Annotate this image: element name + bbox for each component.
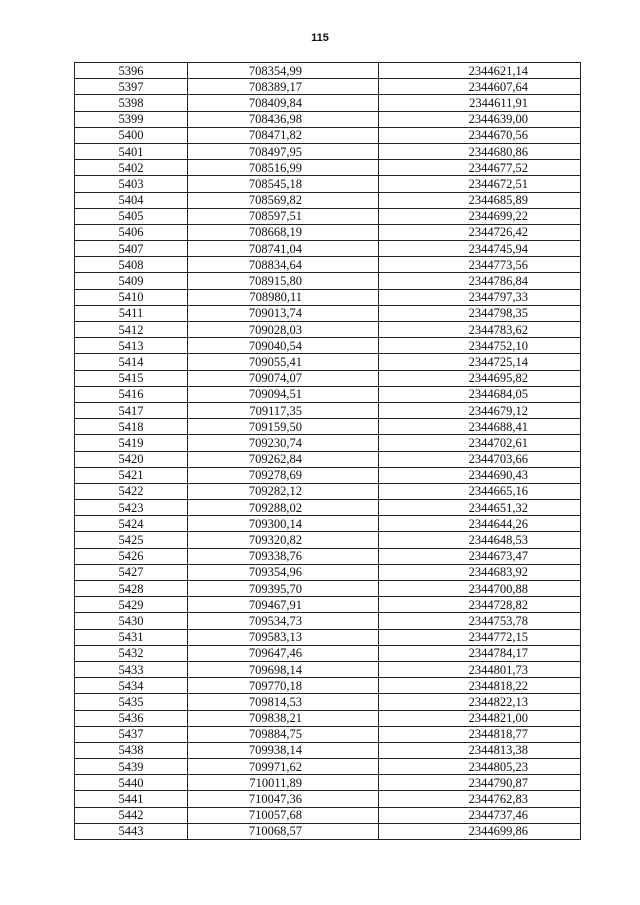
y-coordinate-cell: 2344607,64 bbox=[379, 79, 581, 95]
point-number-cell: 5442 bbox=[75, 807, 188, 823]
y-coordinate-cell: 2344801,73 bbox=[379, 661, 581, 677]
point-number-cell: 5398 bbox=[75, 95, 188, 111]
table-row bbox=[75, 176, 581, 192]
x-coordinate-cell: 709838,21 bbox=[188, 710, 379, 726]
table-row bbox=[75, 63, 581, 79]
point-number-cell: 5431 bbox=[75, 629, 188, 645]
point-number-cell: 5438 bbox=[75, 742, 188, 758]
point-number-cell: 5439 bbox=[75, 759, 188, 775]
point-number-cell: 5412 bbox=[75, 322, 188, 338]
table-row bbox=[75, 192, 581, 208]
x-coordinate-cell: 708915,80 bbox=[188, 273, 379, 289]
y-coordinate-cell: 2344728,82 bbox=[379, 597, 581, 613]
x-coordinate-cell: 709074,07 bbox=[188, 370, 379, 386]
x-coordinate-cell: 709288,02 bbox=[188, 500, 379, 516]
table-row bbox=[75, 597, 581, 613]
y-coordinate-cell: 2344703,66 bbox=[379, 451, 581, 467]
table-row bbox=[75, 710, 581, 726]
x-coordinate-cell: 709159,50 bbox=[188, 419, 379, 435]
table-row bbox=[75, 791, 581, 807]
table-row bbox=[75, 694, 581, 710]
y-coordinate-cell: 2344639,00 bbox=[379, 111, 581, 127]
y-coordinate-cell: 2344753,78 bbox=[379, 613, 581, 629]
y-coordinate-cell: 2344702,61 bbox=[379, 435, 581, 451]
y-coordinate-cell: 2344648,53 bbox=[379, 532, 581, 548]
x-coordinate-cell: 709094,51 bbox=[188, 386, 379, 402]
table-row bbox=[75, 273, 581, 289]
x-coordinate-cell: 708834,64 bbox=[188, 257, 379, 273]
y-coordinate-cell: 2344752,10 bbox=[379, 338, 581, 354]
table-row bbox=[75, 160, 581, 176]
x-coordinate-cell: 708569,82 bbox=[188, 192, 379, 208]
y-coordinate-cell: 2344685,89 bbox=[379, 192, 581, 208]
x-coordinate-cell: 709300,14 bbox=[188, 516, 379, 532]
point-number-cell: 5414 bbox=[75, 354, 188, 370]
point-number-cell: 5421 bbox=[75, 467, 188, 483]
table-row bbox=[75, 305, 581, 321]
y-coordinate-cell: 2344737,46 bbox=[379, 807, 581, 823]
table-row bbox=[75, 224, 581, 240]
point-number-cell: 5417 bbox=[75, 402, 188, 418]
y-coordinate-cell: 2344700,88 bbox=[379, 581, 581, 597]
y-coordinate-cell: 2344813,38 bbox=[379, 742, 581, 758]
point-number-cell: 5437 bbox=[75, 726, 188, 742]
point-number-cell: 5404 bbox=[75, 192, 188, 208]
x-coordinate-cell: 709262,84 bbox=[188, 451, 379, 467]
point-number-cell: 5396 bbox=[75, 63, 188, 79]
x-coordinate-cell: 709884,75 bbox=[188, 726, 379, 742]
table-row bbox=[75, 257, 581, 273]
x-coordinate-cell: 709028,03 bbox=[188, 322, 379, 338]
point-number-cell: 5407 bbox=[75, 241, 188, 257]
point-number-cell: 5411 bbox=[75, 305, 188, 321]
table-row bbox=[75, 516, 581, 532]
y-coordinate-cell: 2344725,14 bbox=[379, 354, 581, 370]
y-coordinate-cell: 2344665,16 bbox=[379, 483, 581, 499]
y-coordinate-cell: 2344745,94 bbox=[379, 241, 581, 257]
x-coordinate-cell: 709698,14 bbox=[188, 661, 379, 677]
y-coordinate-cell: 2344677,52 bbox=[379, 160, 581, 176]
x-coordinate-cell: 709320,82 bbox=[188, 532, 379, 548]
x-coordinate-cell: 709770,18 bbox=[188, 678, 379, 694]
page-number: 115 bbox=[311, 32, 329, 44]
y-coordinate-cell: 2344699,22 bbox=[379, 208, 581, 224]
x-coordinate-cell: 708516,99 bbox=[188, 160, 379, 176]
point-number-cell: 5430 bbox=[75, 613, 188, 629]
table-row bbox=[75, 581, 581, 597]
y-coordinate-cell: 2344672,51 bbox=[379, 176, 581, 192]
table-row bbox=[75, 742, 581, 758]
table-row bbox=[75, 823, 581, 839]
x-coordinate-cell: 708471,82 bbox=[188, 127, 379, 143]
x-coordinate-cell: 709354,96 bbox=[188, 564, 379, 580]
point-number-cell: 5400 bbox=[75, 127, 188, 143]
coordinates-table-body bbox=[75, 63, 581, 840]
point-number-cell: 5440 bbox=[75, 775, 188, 791]
y-coordinate-cell: 2344651,32 bbox=[379, 500, 581, 516]
y-coordinate-cell: 2344786,84 bbox=[379, 273, 581, 289]
table-row bbox=[75, 402, 581, 418]
table-row bbox=[75, 564, 581, 580]
y-coordinate-cell: 2344772,15 bbox=[379, 629, 581, 645]
point-number-cell: 5420 bbox=[75, 451, 188, 467]
table-row bbox=[75, 289, 581, 305]
x-coordinate-cell: 709040,54 bbox=[188, 338, 379, 354]
y-coordinate-cell: 2344695,82 bbox=[379, 370, 581, 386]
y-coordinate-cell: 2344690,43 bbox=[379, 467, 581, 483]
x-coordinate-cell: 709117,35 bbox=[188, 402, 379, 418]
point-number-cell: 5441 bbox=[75, 791, 188, 807]
x-coordinate-cell: 710057,68 bbox=[188, 807, 379, 823]
point-number-cell: 5435 bbox=[75, 694, 188, 710]
table-row bbox=[75, 775, 581, 791]
point-number-cell: 5403 bbox=[75, 176, 188, 192]
x-coordinate-cell: 709647,46 bbox=[188, 645, 379, 661]
point-number-cell: 5410 bbox=[75, 289, 188, 305]
point-number-cell: 5408 bbox=[75, 257, 188, 273]
x-coordinate-cell: 708497,95 bbox=[188, 143, 379, 159]
table-row bbox=[75, 79, 581, 95]
y-coordinate-cell: 2344688,41 bbox=[379, 419, 581, 435]
table-row bbox=[75, 354, 581, 370]
point-number-cell: 5443 bbox=[75, 823, 188, 839]
x-coordinate-cell: 709814,53 bbox=[188, 694, 379, 710]
table-row bbox=[75, 548, 581, 564]
point-number-cell: 5413 bbox=[75, 338, 188, 354]
x-coordinate-cell: 709583,13 bbox=[188, 629, 379, 645]
x-coordinate-cell: 709971,62 bbox=[188, 759, 379, 775]
point-number-cell: 5402 bbox=[75, 160, 188, 176]
table-row bbox=[75, 111, 581, 127]
table-row bbox=[75, 322, 581, 338]
y-coordinate-cell: 2344783,62 bbox=[379, 322, 581, 338]
x-coordinate-cell: 709278,69 bbox=[188, 467, 379, 483]
table-row bbox=[75, 467, 581, 483]
x-coordinate-cell: 708409,84 bbox=[188, 95, 379, 111]
x-coordinate-cell: 710068,57 bbox=[188, 823, 379, 839]
x-coordinate-cell: 709467,91 bbox=[188, 597, 379, 613]
point-number-cell: 5409 bbox=[75, 273, 188, 289]
x-coordinate-cell: 708980,11 bbox=[188, 289, 379, 305]
x-coordinate-cell: 708436,98 bbox=[188, 111, 379, 127]
x-coordinate-cell: 709230,74 bbox=[188, 435, 379, 451]
point-number-cell: 5406 bbox=[75, 224, 188, 240]
y-coordinate-cell: 2344644,26 bbox=[379, 516, 581, 532]
y-coordinate-cell: 2344684,05 bbox=[379, 386, 581, 402]
point-number-cell: 5424 bbox=[75, 516, 188, 532]
table-row bbox=[75, 143, 581, 159]
point-number-cell: 5401 bbox=[75, 143, 188, 159]
table-row bbox=[75, 726, 581, 742]
x-coordinate-cell: 709338,76 bbox=[188, 548, 379, 564]
y-coordinate-cell: 2344821,00 bbox=[379, 710, 581, 726]
y-coordinate-cell: 2344784,17 bbox=[379, 645, 581, 661]
point-number-cell: 5426 bbox=[75, 548, 188, 564]
point-number-cell: 5419 bbox=[75, 435, 188, 451]
table-row bbox=[75, 613, 581, 629]
point-number-cell: 5405 bbox=[75, 208, 188, 224]
point-number-cell: 5428 bbox=[75, 581, 188, 597]
x-coordinate-cell: 708545,18 bbox=[188, 176, 379, 192]
y-coordinate-cell: 2344683,92 bbox=[379, 564, 581, 580]
y-coordinate-cell: 2344699,86 bbox=[379, 823, 581, 839]
x-coordinate-cell: 709395,70 bbox=[188, 581, 379, 597]
x-coordinate-cell: 709282,12 bbox=[188, 483, 379, 499]
x-coordinate-cell: 709055,41 bbox=[188, 354, 379, 370]
point-number-cell: 5415 bbox=[75, 370, 188, 386]
x-coordinate-cell: 708597,51 bbox=[188, 208, 379, 224]
y-coordinate-cell: 2344798,35 bbox=[379, 305, 581, 321]
point-number-cell: 5422 bbox=[75, 483, 188, 499]
table-row bbox=[75, 661, 581, 677]
table-row bbox=[75, 532, 581, 548]
y-coordinate-cell: 2344818,22 bbox=[379, 678, 581, 694]
point-number-cell: 5425 bbox=[75, 532, 188, 548]
x-coordinate-cell: 710047,36 bbox=[188, 791, 379, 807]
table-row bbox=[75, 95, 581, 111]
x-coordinate-cell: 709938,14 bbox=[188, 742, 379, 758]
point-number-cell: 5399 bbox=[75, 111, 188, 127]
point-number-cell: 5416 bbox=[75, 386, 188, 402]
point-number-cell: 5436 bbox=[75, 710, 188, 726]
point-number-cell: 5432 bbox=[75, 645, 188, 661]
x-coordinate-cell: 708668,19 bbox=[188, 224, 379, 240]
table-row bbox=[75, 338, 581, 354]
table-row bbox=[75, 500, 581, 516]
y-coordinate-cell: 2344673,47 bbox=[379, 548, 581, 564]
x-coordinate-cell: 709013,74 bbox=[188, 305, 379, 321]
point-number-cell: 5427 bbox=[75, 564, 188, 580]
y-coordinate-cell: 2344822,13 bbox=[379, 694, 581, 710]
table-row bbox=[75, 678, 581, 694]
y-coordinate-cell: 2344790,87 bbox=[379, 775, 581, 791]
point-number-cell: 5418 bbox=[75, 419, 188, 435]
x-coordinate-cell: 708741,04 bbox=[188, 241, 379, 257]
table-row bbox=[75, 629, 581, 645]
table-row bbox=[75, 483, 581, 499]
y-coordinate-cell: 2344818,77 bbox=[379, 726, 581, 742]
table-row bbox=[75, 645, 581, 661]
table-row bbox=[75, 759, 581, 775]
y-coordinate-cell: 2344797,33 bbox=[379, 289, 581, 305]
table-row bbox=[75, 370, 581, 386]
y-coordinate-cell: 2344680,86 bbox=[379, 143, 581, 159]
coordinates-table bbox=[74, 62, 581, 840]
x-coordinate-cell: 710011,89 bbox=[188, 775, 379, 791]
x-coordinate-cell: 708389,17 bbox=[188, 79, 379, 95]
x-coordinate-cell: 708354,99 bbox=[188, 63, 379, 79]
table-row bbox=[75, 807, 581, 823]
y-coordinate-cell: 2344726,42 bbox=[379, 224, 581, 240]
y-coordinate-cell: 2344679,12 bbox=[379, 402, 581, 418]
point-number-cell: 5433 bbox=[75, 661, 188, 677]
table-row bbox=[75, 127, 581, 143]
table-row bbox=[75, 241, 581, 257]
y-coordinate-cell: 2344621,14 bbox=[379, 63, 581, 79]
y-coordinate-cell: 2344611,91 bbox=[379, 95, 581, 111]
y-coordinate-cell: 2344805,23 bbox=[379, 759, 581, 775]
y-coordinate-cell: 2344762,83 bbox=[379, 791, 581, 807]
table-row bbox=[75, 419, 581, 435]
point-number-cell: 5429 bbox=[75, 597, 188, 613]
x-coordinate-cell: 709534,73 bbox=[188, 613, 379, 629]
y-coordinate-cell: 2344773,56 bbox=[379, 257, 581, 273]
point-number-cell: 5397 bbox=[75, 79, 188, 95]
table-row bbox=[75, 386, 581, 402]
point-number-cell: 5423 bbox=[75, 500, 188, 516]
point-number-cell: 5434 bbox=[75, 678, 188, 694]
table-row bbox=[75, 451, 581, 467]
table-row bbox=[75, 208, 581, 224]
table-row bbox=[75, 435, 581, 451]
y-coordinate-cell: 2344670,56 bbox=[379, 127, 581, 143]
